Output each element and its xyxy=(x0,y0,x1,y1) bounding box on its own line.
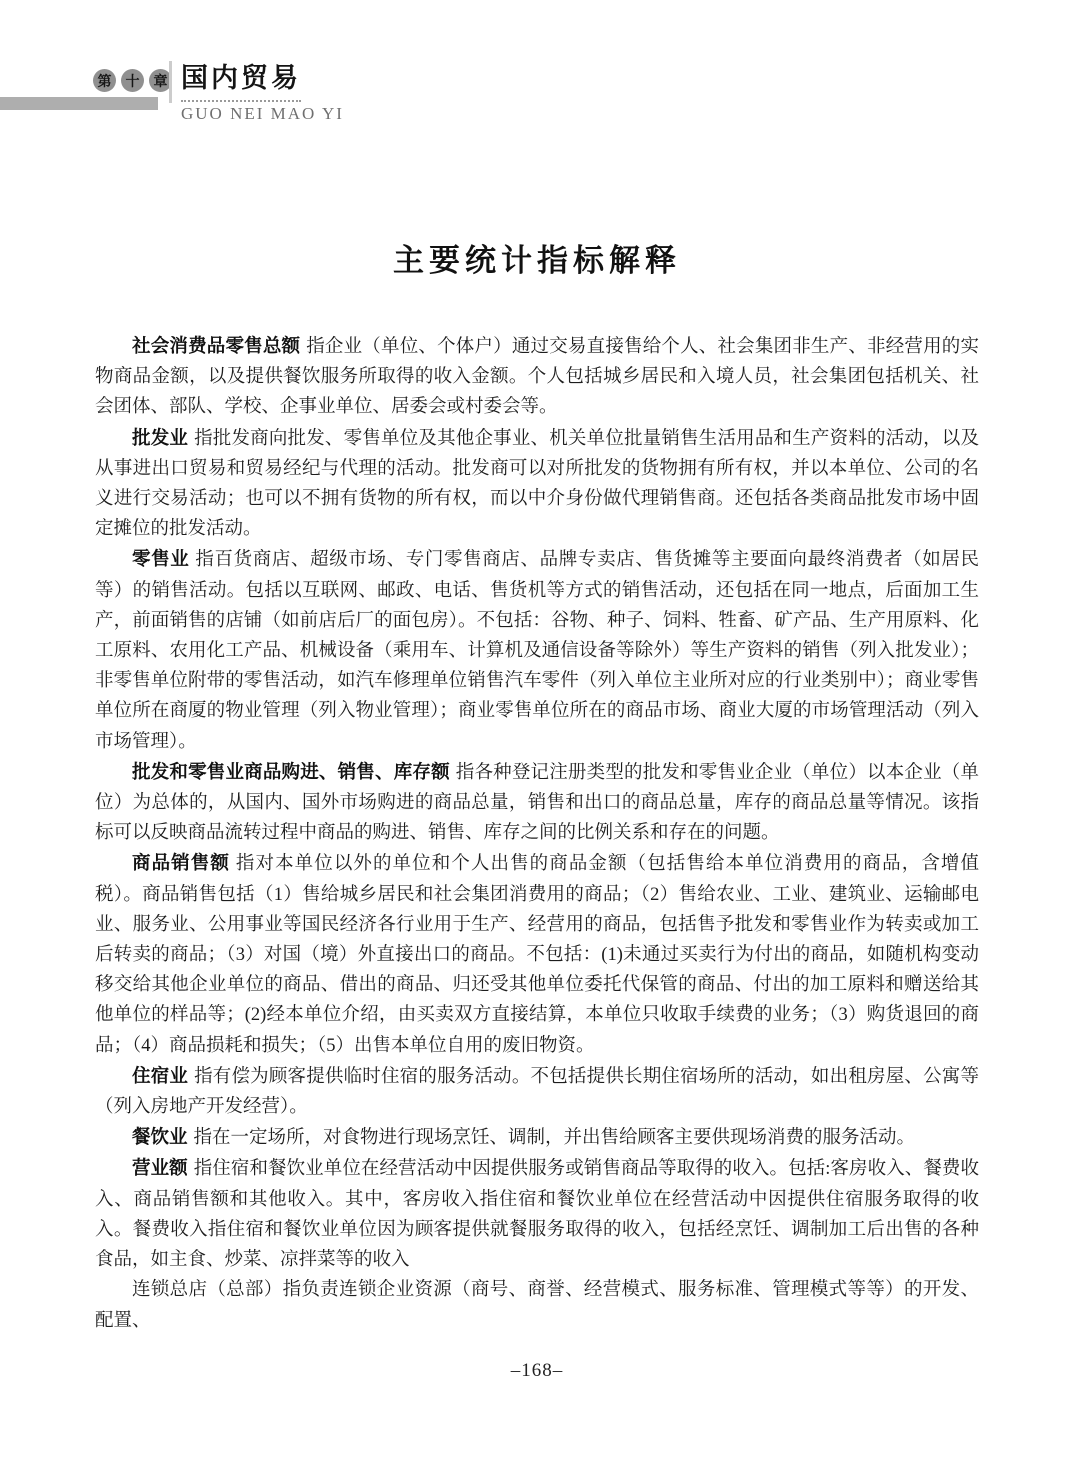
body-paragraphs xyxy=(95,331,979,1336)
paragraph: 批发和零售业商品购进、销售、库存额 指各种登记注册类型的批发和零售业企业（单位）以本企业（单位）为总体的，从国内、国外市场购进的商品总量，销售和出口的商品总量，库存的商品总量等情况。该指标可以反映商品流转过程中商品的购进、销售、库存之间的比例关系和存在的问题。 xyxy=(95,760,979,844)
page-number: –168– xyxy=(510,1360,564,1381)
paragraph: 商品销售额 指对本单位以外的单位和个人出售的商品金额（包括售给本单位消费用的商品，含增值税）。商品销售包括（1）售给城乡居民和社会集团消费用的商品；（2）售给农业、工业、建筑业、运输邮电业、服务业、公用事业等国民经济各行业用于生产、经营用的商品，包括售予批发和零售业作为转卖或加工后转卖的商品；（3）对国（境）外直接出口的商品。不包括：(1)未通过买卖行为付出的商品，如随机构变动移交给其他企业单位的商品、借出的商品、归还受其他单位委托代保管的商品、付出的加工原料和赠送给其他单位的样品等；(2)经本单位介绍，由买卖双方直接结算，本单位只收取手续费的业务；（3）购货退回的商品；（4）商品损耗和损失；（5）出售本单位自用的废旧物资。 xyxy=(95,852,979,1056)
page-title: 主要统计指标解释 xyxy=(393,243,681,278)
indicator-term: 零售业 xyxy=(132,548,190,570)
indicator-term: 社会消费品零售总额 xyxy=(132,335,301,356)
paragraph: 餐饮业 指在一定场所，对食物进行现场烹饪、调制，并出售给顾客主要供现场消费的服务活动。 xyxy=(132,1126,916,1149)
paragraph: 批发业 指批发商向批发、零售单位及其他企事业、机关单位批量销售生活用品和生产资料的活动，以及从事进出口贸易和贸易经纪与代理的活动。批发商可以对所批发的货物拥有所有权，并以本单位、公司的名义进行交易活动；也可以不拥有货物的所有权，而以中介身份做代理销售商。还包括各类商品批发市场中固定摊位的批发活动。 xyxy=(95,426,979,540)
chapter-badge-char: 第 xyxy=(93,69,116,92)
indicator-term: 餐饮业 xyxy=(132,1126,188,1148)
paragraph: 连锁总店（总部）指负责连锁企业资源（商号、商誉、经营模式、服务标准、管理模式等等）的开发、配置、 xyxy=(95,1280,979,1331)
indicator-term: 批发和零售业商品购进、销售、库存额 xyxy=(132,760,450,782)
chapter-header xyxy=(0,60,1074,130)
chapter-title: 国内贸易 xyxy=(181,56,301,102)
chapter-pinyin: GUO NEI MAO YI xyxy=(181,104,344,123)
indicator-term: 住宿业 xyxy=(132,1064,189,1086)
chapter-badge-char: 十 xyxy=(121,69,144,92)
paragraph: 社会消费品零售总额 指企业（单位、个体户）通过交易直接售给个人、社会集团非生产、非经营用的实物商品金额，以及提供餐饮服务所取得的收入金额。个人包括城乡居民和入境人员，社会集团包括机关、社会团体、部队、学校、企事业单位、居委会或村委会等。 xyxy=(95,335,979,418)
chapter-badge xyxy=(93,69,172,92)
header-gray-bar xyxy=(0,97,158,110)
paragraph: 住宿业 指有偿为顾客提供临时住宿的服务活动。不包括提供长期住宿场所的活动，如出租房屋、公寓等（列入房地产开发经营）。 xyxy=(95,1064,979,1118)
paragraph: 营业额 指住宿和餐饮业单位在经营活动中因提供服务或销售商品等取得的收入。包括:客房收入、餐费收入、商品销售额和其他收入。其中，客房收入指住宿和餐饮业单位在经营活动中因提供住宿服务取得的收入。餐费收入指住宿和餐饮业单位因为顾客提供就餐服务取得的收入，包括经烹饪、调制加工后出售的各种食品，如主食、炒菜、凉拌菜等的收入 xyxy=(95,1157,979,1271)
indicator-term: 批发业 xyxy=(132,426,189,448)
indicator-term: 营业额 xyxy=(132,1157,188,1179)
paragraph: 零售业 指百货商店、超级市场、专门零售商店、品牌专卖店、售货摊等主要面向最终消费者（如居民等）的销售活动。包括以互联网、邮政、电话、售货机等方式的销售活动，还包括在同一地点，后面加工生产，前面销售的店铺（如前店后厂的面包房）。不包括：谷物、种子、饲料、牲畜、矿产品、生产用原料、化工原料、农用化工产品、机械设备（乘用车、计算机及通信设备等除外）等生产资料的销售（列入批发业）；非零售单位附带的零售活动，如汽车修理单位销售汽车零件（列入单位主业所对应的行业类别中）；商业零售单位所在商厦的物业管理（列入物业管理）；商业零售单位所在的商品市场、商业大厦的市场管理活动（列入市场管理）。 xyxy=(95,548,979,752)
header-divider xyxy=(169,61,172,103)
indicator-term: 商品销售额 xyxy=(132,852,230,874)
chapter-badge-char: 章 xyxy=(149,69,172,92)
chapter-title-block xyxy=(181,56,344,124)
